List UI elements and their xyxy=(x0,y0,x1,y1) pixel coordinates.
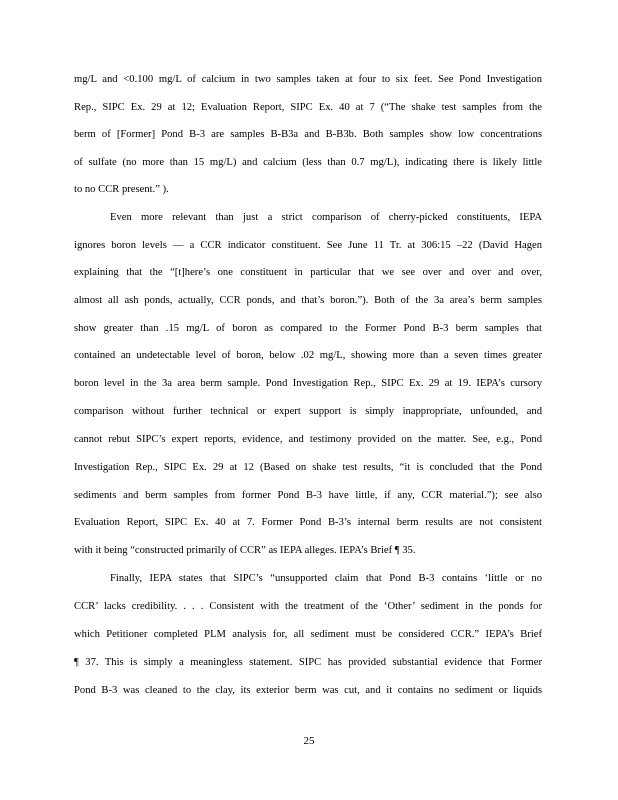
text-line: explaining that the “[t]here’s one constituent in particular that we see over and over and over, xyxy=(74,267,542,278)
text-line: Evaluation Report, SIPC Ex. 40 at 7. Former Pond B-3’s internal berm results are not consistent xyxy=(74,517,542,528)
text-line: contained an undetectable level of boron, below .02 mg/L, showing more than a seven times greater xyxy=(74,350,542,361)
text-line: ¶ 37. This is simply a meaningless statement. SIPC has provided substantial evidence that Former xyxy=(74,657,542,668)
text-line: which Petitioner completed PLM analysis for, all sediment must be considered CCR.” IEPA’s Brief xyxy=(74,629,542,640)
text-line: boron level in the 3a area berm sample. Pond Investigation Rep., SIPC Ex. 29 at 19. IEPA’s cursory xyxy=(74,378,542,389)
text-line: CCR’ lacks credibility. . . . Consistent with the treatment of the ‘Other’ sediment in the ponds for xyxy=(74,601,542,612)
text-line: sediments and berm samples from former Pond B-3 have little, if any, CCR material.”); see also xyxy=(74,490,542,501)
text-line: Investigation Rep., SIPC Ex. 29 at 12 (Based on shake test results, “it is concluded that the Pond xyxy=(74,462,542,473)
text-line: Rep., SIPC Ex. 29 at 12; Evaluation Report, SIPC Ex. 40 at 7 (“The shake test samples from the xyxy=(74,102,542,113)
text-line: mg/L and <0.100 mg/L of calcium in two samples taken at four to six feet. See Pond Investigation xyxy=(74,74,542,85)
text-line: to no CCR present.” ). xyxy=(74,184,169,195)
paragraph-first-line: Even more relevant than just a strict comparison of cherry-picked constituents, IEPA xyxy=(110,212,542,223)
text-line: berm of [Former] Pond B-3 are samples B-B3a and B-B3b. Both samples show low concentrations xyxy=(74,129,542,140)
text-line: ignores boron levels — a CCR indicator constituent. See June 11 Tr. at 306:15 –22 (David Hagen xyxy=(74,240,542,251)
text-line: almost all ash ponds, actually, CCR ponds, and that’s boron.”). Both of the 3a area’s berm samples xyxy=(74,295,542,306)
paragraph-first-line: Finally, IEPA states that SIPC’s “unsupported claim that Pond B-3 contains ‘little or no xyxy=(110,573,542,584)
text-line: comparison without further technical or expert support is simply inappropriate, unfounded, and xyxy=(74,406,542,417)
text-line: Pond B-3 was cleaned to the clay, its exterior berm was cut, and it contains no sediment or liquids xyxy=(74,685,542,696)
text-line: cannot rebut SIPC’s expert reports, evidence, and testimony provided on the matter. See, e.g., Pond xyxy=(74,434,542,445)
text-line: with it being “constructed primarily of CCR” as IEPA alleges. IEPA’s Brief ¶ 35. xyxy=(74,545,416,556)
page-number: 25 xyxy=(303,735,315,747)
text-line: show greater than .15 mg/L of boron as compared to the Former Pond B-3 berm samples that xyxy=(74,323,542,334)
text-line: of sulfate (no more than 15 mg/L) and calcium (less than 0.7 mg/L), indicating there is likely little xyxy=(74,157,542,168)
